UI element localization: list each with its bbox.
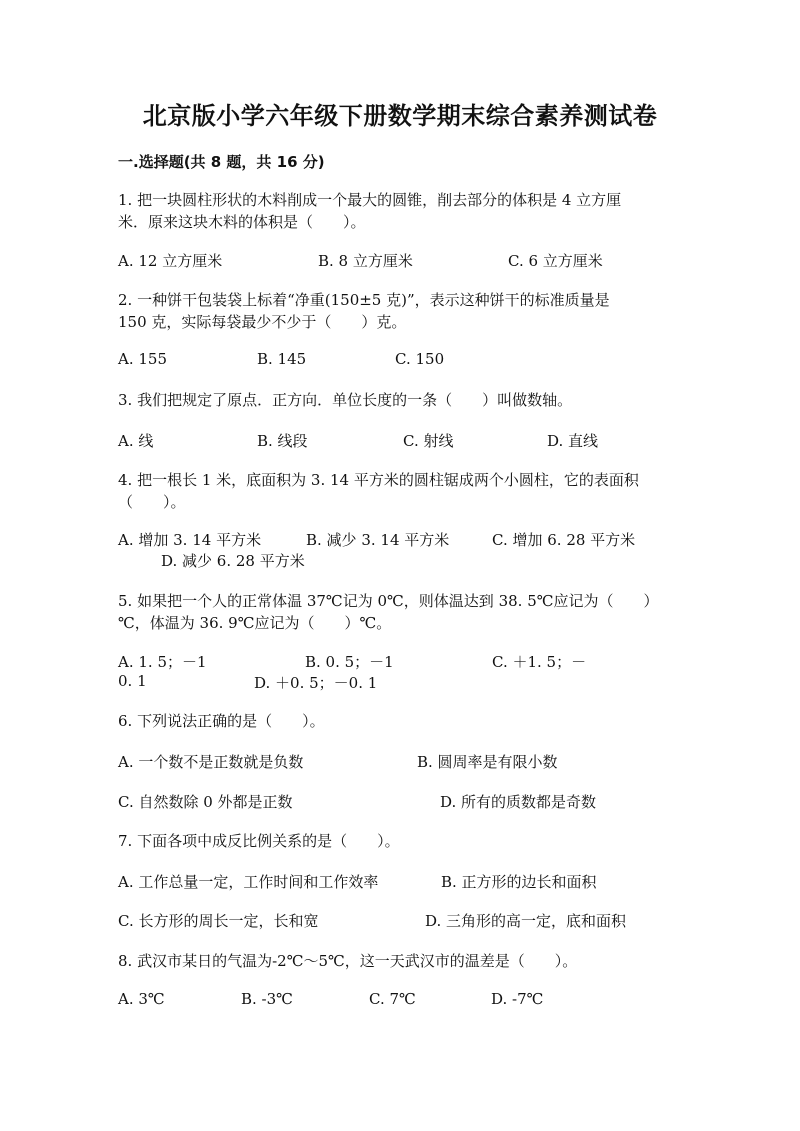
question-8-option-d: D. -7℃	[491, 990, 544, 1008]
question-8-option-a: A. 3℃	[118, 990, 165, 1008]
question-7-option-a: A. 工作总量一定，工作时间和工作效率	[118, 873, 379, 891]
question-6-option-a: A. 一个数不是正数就是负数	[118, 753, 304, 771]
question-8-option-b: B. -3℃	[241, 990, 293, 1008]
question-5-option-c: C. ＋1. 5；－	[492, 653, 587, 671]
question-4-option-b: B. 减少 3. 14 平方米	[306, 531, 450, 549]
question-4-option-d: D. 减少 6. 28 平方米	[161, 552, 305, 570]
question-2-line-2: 150 克，实际每袋最少不少于（ ）克。	[118, 313, 407, 331]
question-4-line-2: （ ）。	[118, 493, 186, 511]
question-2-option-c: C. 150	[395, 350, 445, 368]
question-1-option-b: B. 8 立方厘米	[318, 252, 413, 270]
question-5-option-d: D. ＋0. 5；－0. 1	[254, 674, 378, 692]
question-2-option-a: A. 155	[118, 350, 167, 368]
question-1-line-1: 1. 把一块圆柱形状的木料削成一个最大的圆锥，削去部分的体积是 4 立方厘	[118, 191, 622, 209]
question-5-option-c-continued: 0. 1	[118, 672, 147, 690]
question-4-option-c: C. 增加 6. 28 平方米	[492, 531, 636, 549]
question-5-line-1: 5. 如果把一个人的正常体温 37℃记为 0℃，则体温达到 38. 5℃应记为（ ）	[118, 592, 659, 610]
question-1-option-c: C. 6 立方厘米	[508, 252, 603, 270]
exam-title: 北京版小学六年级下册数学期末综合素养测试卷	[142, 102, 658, 130]
question-2-option-b: B. 145	[257, 350, 307, 368]
section-heading: 一.选择题(共 8 题，共 16 分)	[118, 153, 325, 171]
question-6-option-b: B. 圆周率是有限小数	[417, 753, 558, 771]
question-7-line-1: 7. 下面各项中成反比例关系的是（ ）。	[118, 832, 400, 850]
question-6-option-d: D. 所有的质数都是奇数	[440, 793, 597, 811]
question-8-option-c: C. 7℃	[369, 990, 416, 1008]
question-7-option-d: D. 三角形的高一定，底和面积	[425, 912, 627, 930]
question-6-line-1: 6. 下列说法正确的是（ ）。	[118, 712, 325, 730]
question-5-option-a: A. 1. 5；－1	[118, 653, 207, 671]
question-7-option-b: B. 正方形的边长和面积	[441, 873, 597, 891]
question-4-line-1: 4. 把一根长 1 米，底面积为 3. 14 平方米的圆柱锯成两个小圆柱，它的表面积	[118, 471, 639, 489]
question-5-line-2: ℃，体温为 36. 9℃应记为（ ）℃。	[118, 614, 392, 632]
question-7-option-c: C. 长方形的周长一定，长和宽	[118, 912, 319, 930]
question-6-option-c: C. 自然数除 0 外都是正数	[118, 793, 293, 811]
question-8-line-1: 8. 武汉市某日的气温为-2℃～5℃，这一天武汉市的温差是（ ）。	[118, 952, 578, 970]
question-1-option-a: A. 12 立方厘米	[118, 252, 223, 270]
question-3-option-a: A. 线	[118, 432, 154, 450]
question-2-line-1: 2. 一种饼干包装袋上标着“净重(150±5 克)”，表示这种饼干的标准质量是	[118, 291, 610, 309]
question-1-line-2: 米．原来这块木料的体积是（ ）。	[118, 213, 366, 231]
question-5-option-b: B. 0. 5；－1	[305, 653, 394, 671]
question-3-option-c: C. 射线	[403, 432, 454, 450]
question-3-line-1: 3. 我们把规定了原点．正方向．单位长度的一条（ ）叫做数轴。	[118, 391, 573, 409]
question-3-option-d: D. 直线	[547, 432, 599, 450]
question-3-option-b: B. 线段	[257, 432, 308, 450]
question-4-option-a: A. 增加 3. 14 平方米	[118, 531, 262, 549]
